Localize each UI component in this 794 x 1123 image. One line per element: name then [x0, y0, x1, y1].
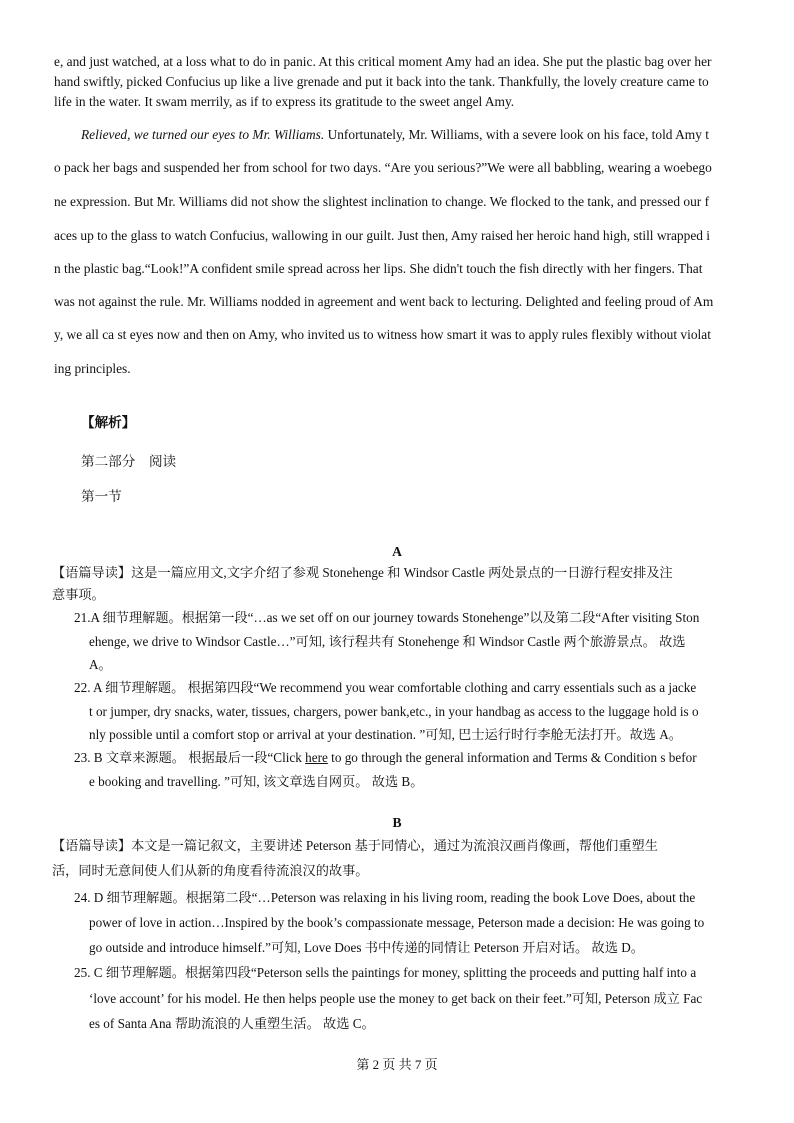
- story-line: was not against the rule. Mr. Williams nodded in agreement and went back to lecturing. Delighted and feeling proud of Am: [54, 294, 714, 309]
- story-line: n the plastic bag.“Look!”A confident smile spread across her lips. She didn't touch the fish directly with her fingers. That: [54, 261, 703, 276]
- story-text: Unfortunately, Mr. Williams, with a severe look on his face, told Amy t: [324, 127, 709, 142]
- answer-23: e booking and travelling. ”可知, 该文章选自网页。 故选 B。: [89, 774, 424, 789]
- answer-22: nly possible until a comfort stop or arrival at your destination. ”可知, 巴士运行时行李舱无法打开。故选 A。: [89, 727, 682, 742]
- answer-text: to go through the general information and Terms & Condition s befor: [327, 750, 697, 765]
- story-line: o pack her bags and suspended her from school for two days. “Are you serious?”We were all babbling, wearing a woebego: [54, 160, 712, 175]
- answer-21: 21.A 细节理解题。根据第一段“…as we set off on our journey towards Stonehenge”以及第二段“After visiting Ston: [74, 610, 700, 625]
- passage-b-letter: B: [392, 815, 402, 830]
- answer-25: ‘love account’ for his model. He then helps people use the money to get back on their feet.”可知, Peterson 成立 Fac: [89, 991, 703, 1006]
- story-line: life in the water. It swam merrily, as if to express its gratitude to the sweet angel Amy.: [54, 94, 515, 109]
- answer-21: A。: [89, 657, 112, 672]
- answer-24: power of love in action…Inspired by the book’s compassionate message, Peterson made a decision: He was going to: [89, 915, 705, 930]
- analysis-label: 【解析】: [81, 415, 136, 430]
- here-link[interactable]: here: [305, 750, 328, 765]
- italic-sentence: Relieved, we turned our eyes to Mr. Williams.: [81, 127, 325, 142]
- story-line: aces up to the glass to watch Confucius, wallowing in our guilt. Just then, Amy raised her heroic hand high, still wrapped i: [54, 228, 711, 243]
- story-line: y, we all ca st eyes now and then on Amy, who invited us to witness how smart it was to apply rules flexibly without violat: [54, 327, 711, 342]
- part-heading: 第二部分 阅读: [81, 454, 177, 469]
- answer-21: ehenge, we drive to Windsor Castle…”可知, 该行程共有 Stonehenge 和 Windsor Castle 两个旅游景点。 故选: [89, 634, 686, 649]
- answer-24: 24. D 细节理解题。根据第二段“…Peterson was relaxing in his living room, reading the book Love Does, about the: [74, 890, 696, 905]
- story-line: ne expression. But Mr. Williams did not show the slightest inclination to change. We flocked to the tank, and pressed our f: [54, 194, 710, 209]
- answer-25: 25. C 细节理解题。根据第四段“Peterson sells the paintings for money, splitting the proceeds and putting half into a: [74, 965, 697, 980]
- passage-a-guide: 【语篇导读】这是一篇应用文,文字介绍了参观 Stonehenge 和 Windsor Castle 两处景点的一日游行程安排及注: [52, 565, 673, 580]
- answer-22: 22. A 细节理解题。 根据第四段“We recommend you wear comfortable clothing and carry essentials such as a jacke: [74, 680, 697, 695]
- passage-a-letter: A: [392, 544, 402, 559]
- answer-22: t or jumper, dry snacks, water, tissues, chargers, power bank,etc., in your handbag as access to the luggage hold is o: [89, 704, 699, 719]
- answer-text: 23. B 文章来源题。 根据最后一段“Click: [74, 750, 306, 765]
- story-line: ing principles.: [54, 361, 131, 376]
- passage-a-guide: 意事项。: [52, 587, 105, 602]
- answer-24: go outside and introduce himself.”可知, Love Does 书中传递的同情让 Peterson 开启对话。 故选 D。: [89, 940, 644, 955]
- story-paragraph-first-line: [81, 128, 709, 141]
- section-heading: 第一节: [81, 489, 122, 504]
- story-line: e, and just watched, at a loss what to do in panic. At this critical moment Amy had an idea. She put the plastic bag over her: [54, 54, 712, 69]
- answer-25: es of Santa Ana 帮助流浪的人重塑生活。 故选 C。: [89, 1016, 375, 1031]
- story-line: hand swiftly, picked Confucius up like a live grenade and put it back into the tank. Thankfully, the lovely creature came to: [54, 74, 709, 89]
- passage-b-guide: 活，同时无意间使人们从新的角度看待流浪汉的故事。: [52, 863, 369, 878]
- page-number: 第 2 页 共 7 页: [356, 1057, 438, 1072]
- passage-b-guide: 【语篇导读】本文是一篇记叙文，主要讲述 Peterson 基于同情心，通过为流浪汉画肖像画，帮他们重塑生: [52, 838, 658, 853]
- answer-23: [74, 751, 697, 764]
